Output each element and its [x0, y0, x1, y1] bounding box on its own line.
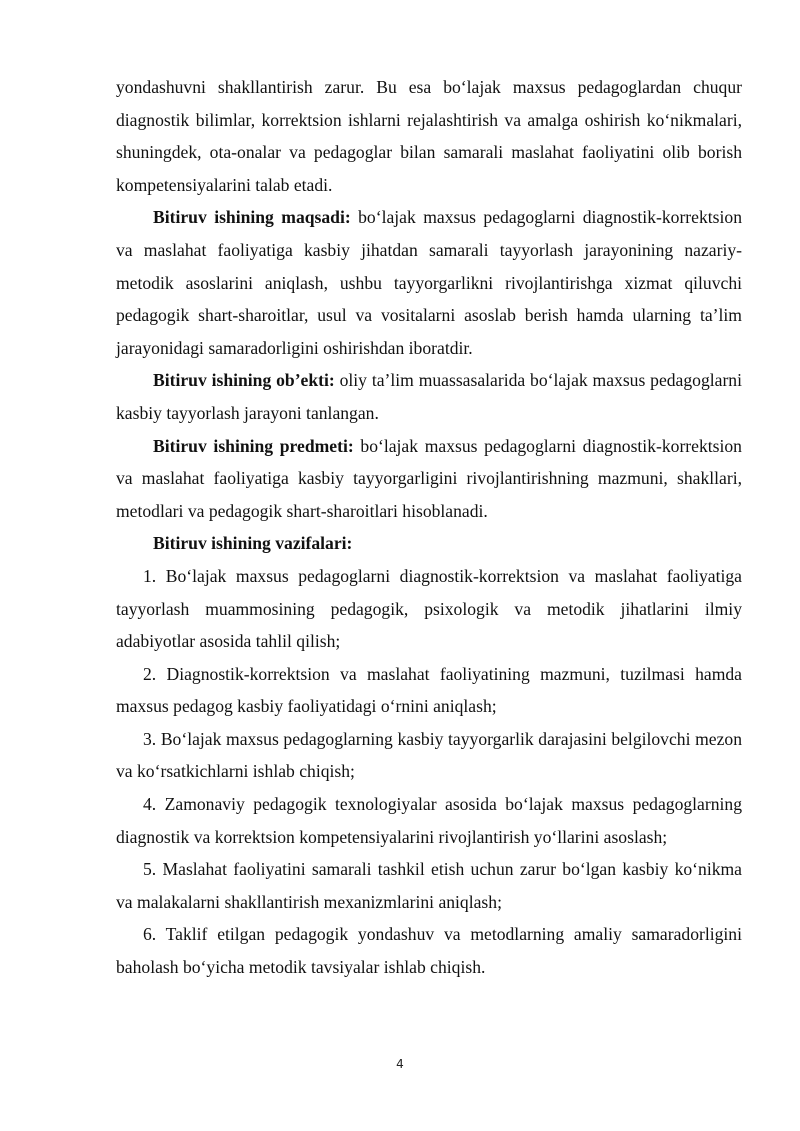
task-item-4: 4. Zamonaviy pedagogik texnologiyalar asosida bo‘lajak maxsus pedagoglarning diagnostik va korrektsion kompetensiyalarini rivojlantirish yo‘llarini asoslash; [116, 794, 742, 847]
task-item-2: 2. Diagnostik-korrektsion va maslahat faoliyatining mazmuni, tuzilmasi hamda maxsus pedagog kasbiy faoliyatidagi o‘rnini aniqlash; [116, 663, 742, 717]
task-item-3: 3. Bo‘lajak maxsus pedagoglarning kasbiy tayyorgarlik darajasini belgilovchi mezon va ko‘rsatkichlarni ishlab chiqish; [116, 728, 742, 782]
page-number: 4 [396, 1057, 404, 1071]
object-paragraph [116, 364, 742, 429]
goal-text: bo‘lajak maxsus pedagoglarni diagnostik-korrektsion va maslahat faoliyatiga kasbiy jihatdan samarali tayyorlash jarayonining nazariy-metodik asoslarini aniqlash, ushbu tayyorgarlikni rivojlantirishga xizmat qiluvchi pedagogik shart-sharoitlar, usul va vositalarni asoslab berish hamda ularning ta’lim jarayonidagi samaradorligini oshirishdan iboratdir. [116, 207, 742, 358]
subject-paragraph [116, 430, 742, 528]
object-text: oliy ta’lim muassasalarida bo‘lajak maxsus pedagoglarni kasbiy tayyorlash jarayoni tanlangan. [116, 370, 742, 423]
tasks-heading: Bitiruv ishining vazifalari: [153, 533, 353, 554]
goal-label: Bitiruv ishining maqsadi: [153, 207, 351, 228]
subject-label: Bitiruv ishining predmeti: [153, 435, 354, 456]
body-text [116, 71, 742, 984]
task-item-6: 6. Taklif etilgan pedagogik yondashuv va metodlarning amaliy samaradorligini baholash bo‘yicha metodik tavsiyalar ishlab chiqish. [116, 924, 742, 978]
task-item-1: 1. Bo‘lajak maxsus pedagoglarni diagnostik-korrektsion va maslahat faoliyatiga tayyorlash muammosining pedagogik, psixologik va metodik jihatlarini ilmiy adabiyotlar asosida tahlil qilish; [116, 565, 742, 652]
subject-text: bo‘lajak maxsus pedagoglarni diagnostik-korrektsion va maslahat faoliyatiga kasbiy tayyorgarligini rivojlantirishning mazmuni, shakllari, metodlari va pedagogik shart-sharoitlari hisoblanadi. [116, 435, 742, 521]
goal-paragraph [116, 201, 742, 364]
intro-paragraph: yondashuvni shakllantirish zarur. Bu esa bo‘lajak maxsus pedagoglardan chuqur diagnostik bilimlar, korrektsion ishlarni rejalashtirish va amalga oshirish ko‘nikmalari, shuningdek, ota-onalar va pedagoglar bilan samarali maslahat faoliyatini olib borish kompetensiyalarini talab etadi. [116, 77, 742, 195]
object-label: Bitiruv ishining ob’ekti: [153, 370, 335, 391]
task-item-5: 5. Maslahat faoliyatini samarali tashkil etish uchun zarur bo‘lgan kasbiy ko‘nikma va malakalarni shakllantirish mexanizmlarini aniqlash; [116, 859, 742, 912]
